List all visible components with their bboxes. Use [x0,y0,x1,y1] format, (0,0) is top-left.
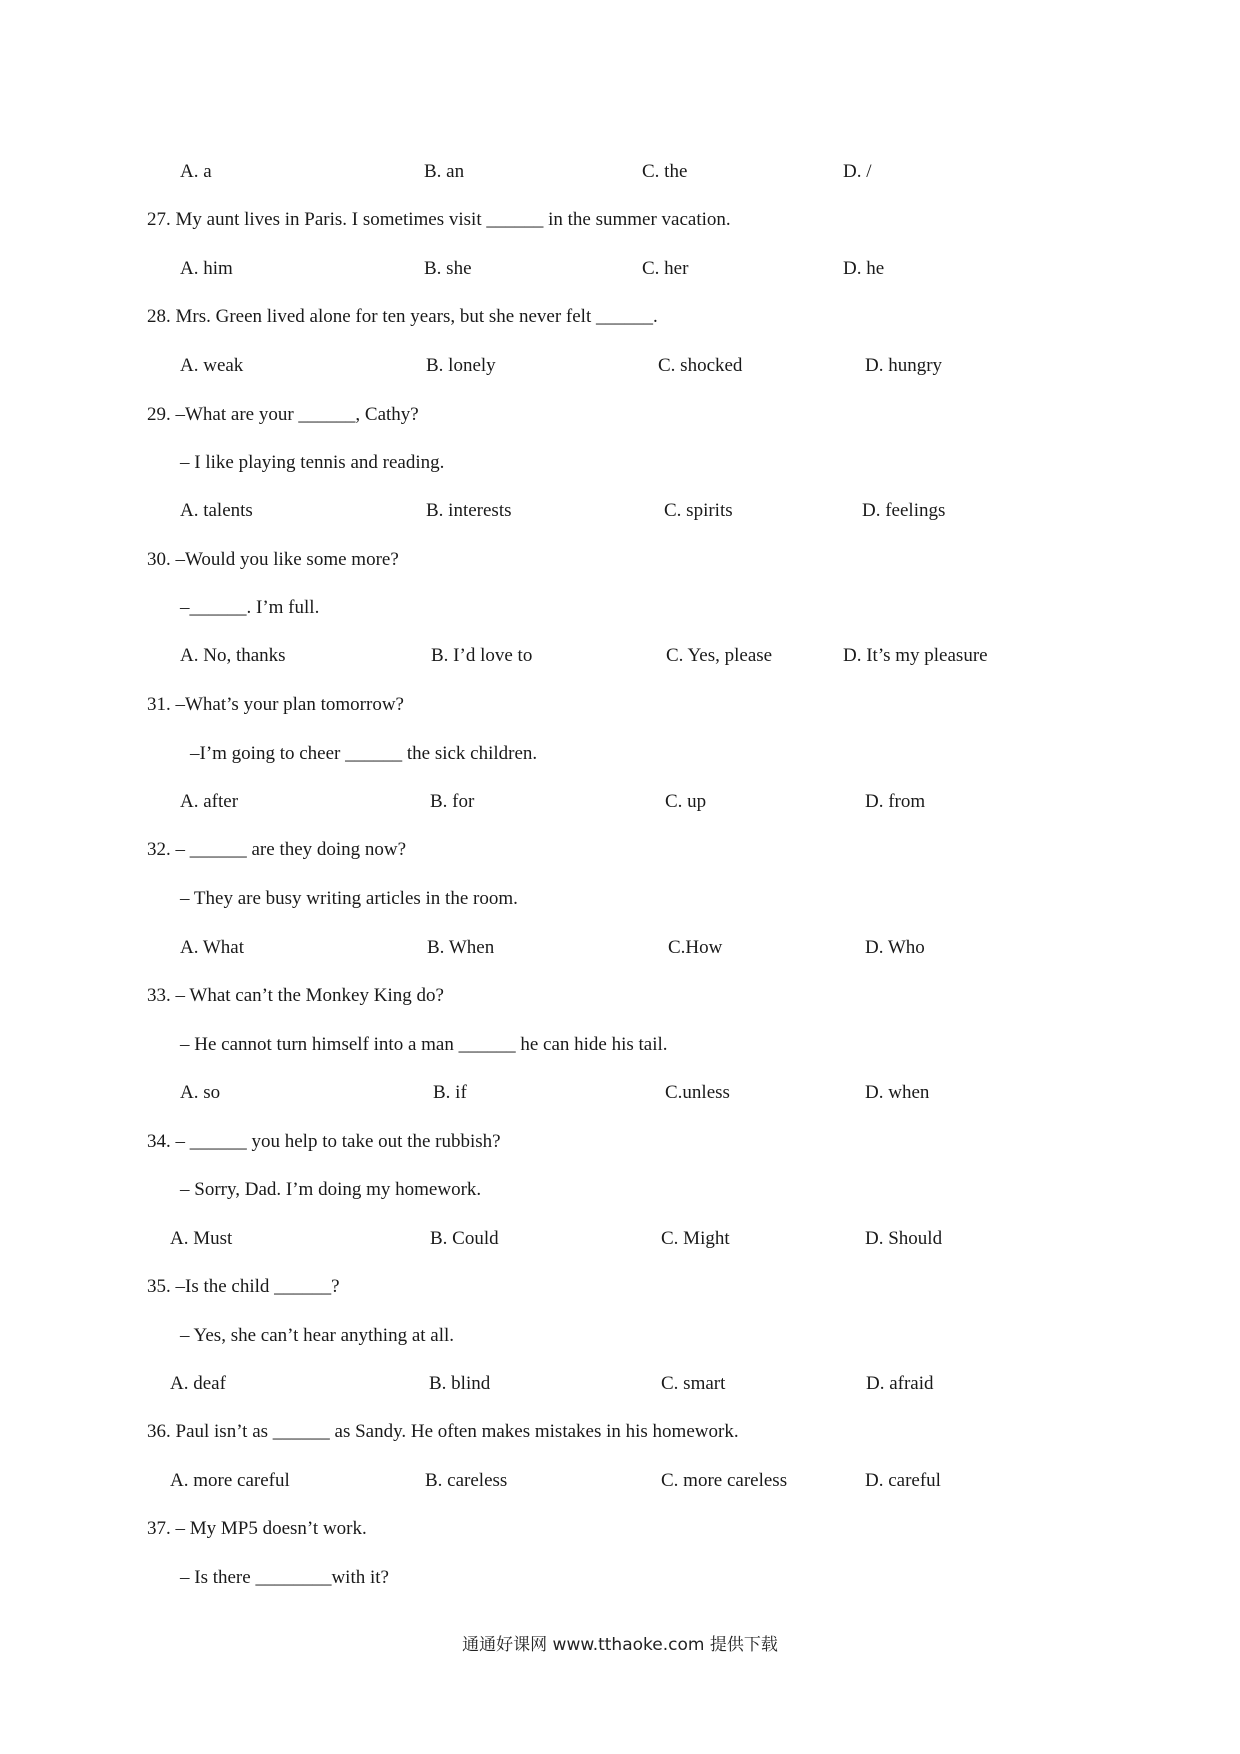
option-d: D. careful [865,1470,941,1491]
question-stem: 27. My aunt lives in Paris. I sometimes visit ______ in the summer vacation. [147,209,731,230]
option-b: B. I’d love to [431,645,533,666]
option-a: A. more careful [170,1470,290,1491]
option-a: A. after [180,791,239,812]
option-b: B. careless [425,1470,508,1491]
option-c: C. up [665,791,707,812]
question-stem: 31. –What’s your plan tomorrow? [147,694,404,715]
question-reply: –I’m going to cheer ______ the sick children. [190,743,538,764]
question-reply: – I like playing tennis and reading. [180,452,445,473]
option-a: A. a [180,161,212,182]
option-b: B. Could [430,1228,499,1249]
question-stem: 29. –What are your ______, Cathy? [147,404,419,425]
option-b: B. lonely [426,355,496,376]
question-reply: – He cannot turn himself into a man ______ he can hide his tail. [180,1034,668,1055]
option-c: C. shocked [658,355,743,376]
option-b: B. an [424,161,465,182]
option-a: A. talents [180,500,253,521]
option-b: B. interests [426,500,512,521]
option-c: C.How [668,937,723,958]
option-d: D. Should [865,1228,943,1249]
option-b: B. if [433,1082,467,1103]
question-stem: 34. – ______ you help to take out the rubbish? [147,1131,501,1152]
option-d: D. afraid [866,1373,934,1394]
option-d: D. when [865,1082,930,1103]
question-reply: – Is there ________with it? [180,1567,389,1588]
option-c: C. Yes, please [666,645,773,666]
option-c: C. her [642,258,689,279]
option-a: A. What [180,937,245,958]
option-c: C. smart [661,1373,726,1394]
option-c: C.unless [665,1082,730,1103]
question-reply: – Yes, she can’t hear anything at all. [180,1325,455,1346]
option-c: C. more careless [661,1470,788,1491]
question-stem: 33. – What can’t the Monkey King do? [147,985,444,1006]
question-stem: 28. Mrs. Green lived alone for ten years, but she never felt ______. [147,306,658,327]
question-stem: 32. – ______ are they doing now? [147,839,407,860]
question-stem: 36. Paul isn’t as ______ as Sandy. He often makes mistakes in his homework. [147,1421,739,1442]
option-c: C. spirits [664,500,733,521]
option-a: A. him [180,258,233,279]
option-a: A. No, thanks [180,645,286,666]
option-a: A. deaf [170,1373,226,1394]
option-b: B. When [427,937,495,958]
option-b: B. for [430,791,475,812]
option-d: D. feelings [862,500,946,521]
question-stem: 35. –Is the child ______? [147,1276,340,1297]
option-d: D. he [843,258,885,279]
option-d: D. hungry [865,355,943,376]
page-footer: 通通好课网 www.tthaoke.com 提供下载 [462,1635,778,1655]
option-a: A. Must [170,1228,233,1249]
option-c: C. Might [661,1228,730,1249]
option-d: D. / [843,161,872,182]
question-reply: – Sorry, Dad. I’m doing my homework. [180,1179,482,1200]
option-d: D. from [865,791,926,812]
option-c: C. the [642,161,688,182]
option-a: A. so [180,1082,221,1103]
question-stem: 30. –Would you like some more? [147,549,399,570]
option-b: B. blind [429,1373,491,1394]
option-d: D. Who [865,937,925,958]
question-reply: – They are busy writing articles in the room. [180,888,518,909]
question-reply: –______. I’m full. [180,597,320,618]
option-b: B. she [424,258,472,279]
question-stem: 37. – My MP5 doesn’t work. [147,1518,367,1539]
option-d: D. It’s my pleasure [843,645,988,666]
option-a: A. weak [180,355,244,376]
